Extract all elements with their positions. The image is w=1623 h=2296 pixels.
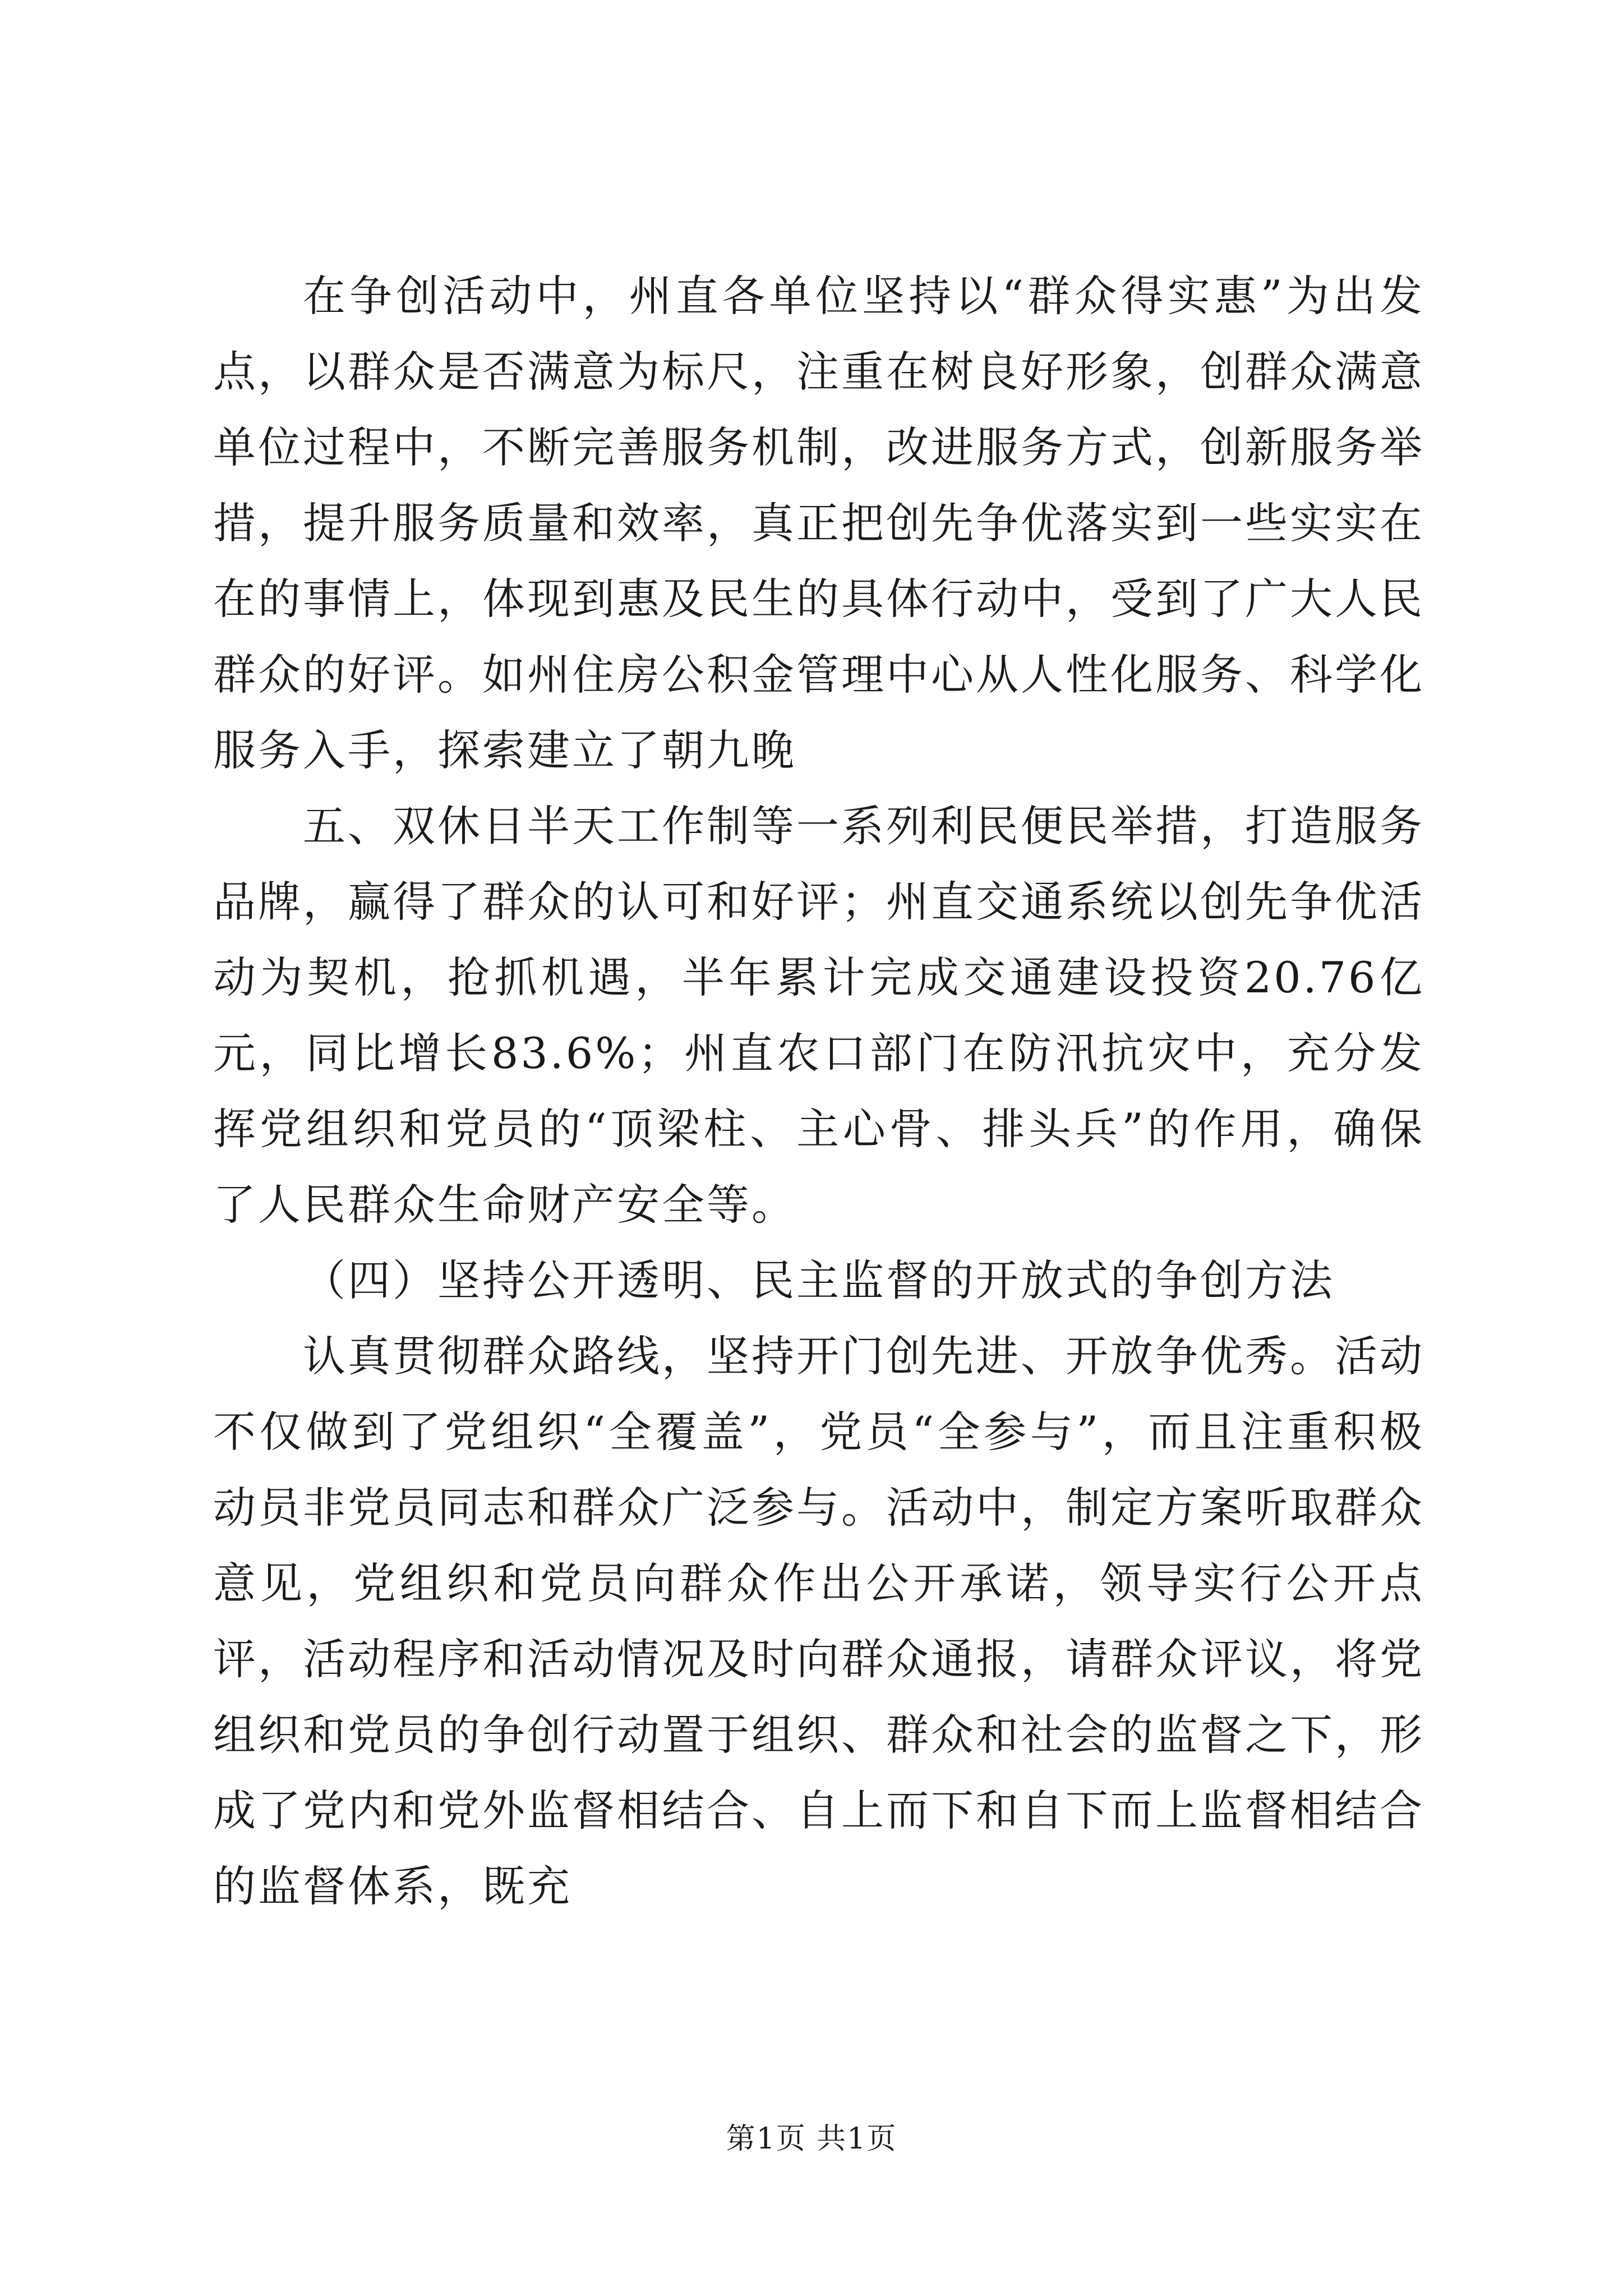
paragraph-mass-line: 认真贯彻群众路线，坚持开门创先进、开放争优秀。活动不仅做到了党组织“全覆盖”，党员“全参与”，而且注重积极动员非党员同志和群众广泛参与。活动中，制定方案听取群众意见，党组织和党员向群众作出公开承诺，领导实行公开点评，活动程序和活动情况及时向群众通报，请群众评议，将党组织和党员的争创行动置于组织、群众和社会的监督之下，形成了党内和党外监督相结合、自上而下和自下而上监督相结合的监督体系，既充 bbox=[213, 1331, 1424, 1911]
paragraph-convenience-measures: 五、双休日半天工作制等一系列利民便民举措，打造服务品牌，赢得了群众的认可和好评；州直交通系统以创先争优活动为契机，抢抓机遇，半年累计完成交通建设投资20.76亿元，同比增长83.6%；州直农口部门在防汛抗灾中，充分发挥党组织和党员的“顶梁柱、主心骨、排头兵”的作用，确保了人民群众生命财产安全等。 bbox=[213, 801, 1424, 1230]
page-footer: 第1页 共1页 bbox=[726, 2122, 897, 2156]
document-body bbox=[213, 258, 1424, 1924]
paragraph-service-measures: 在争创活动中，州直各单位坚持以“群众得实惠”为出发点，以群众是否满意为标尺，注重在树良好形象，创群众满意单位过程中，不断完善服务机制，改进服务方式，创新服务举措，提升服务质量和效率，真正把创先争优落实到一些实实在在的事情上，体现到惠及民生的具体行动中，受到了广大人民群众的好评。如州住房公积金管理中心从人性化服务、科学化服务入手，探索建立了朝九晚 bbox=[213, 271, 1424, 775]
section-heading-open-transparent: （四）坚持公开透明、民主监督的开放式的争创方法 bbox=[303, 1255, 1335, 1305]
